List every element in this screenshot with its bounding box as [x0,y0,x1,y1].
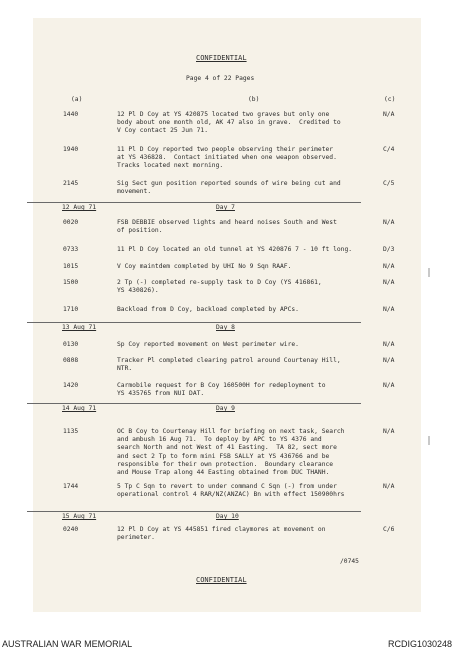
entry-text-line: 12 Pl D Coy at YS 420875 located two graves but only one [117,111,330,118]
entry-text-line: search North and not West of 41 Easting. TA 82, sect more [117,444,337,452]
entry-text-line: movement. [117,188,152,196]
entry-time: 1744 [63,483,79,490]
entry-reference: N/A [383,306,395,313]
entry-text-line: 11 Pl D Coy located an old tunnel at YS 420876 7 - 10 ft long. [117,246,353,253]
entry-text-line: Tracks located next morning. [117,162,224,170]
entry-reference: N/A [383,357,395,364]
day-heading: Day 8 [216,324,235,331]
entry-time: 2145 [63,180,79,187]
entry-text-line: and Mouse Trap along 44 Easting obtained from DUC THANH. [117,469,330,476]
date-heading: 12 Aug 71 [62,204,97,211]
date-heading: 14 Aug 71 [62,405,97,412]
day-heading: Day 9 [216,405,235,412]
entry-reference: N/A [383,341,395,348]
entry-text-line: OC B Coy to Courtenay Hill for briefing on next task, Search [117,428,345,435]
classification-top: CONFIDENTIAL [196,54,247,62]
entry-time: 0130 [63,341,79,348]
document-page [33,18,421,612]
entry-text-line: 5 Tp C Sqn to revert to under command C Sqn (-) from under [117,483,337,490]
entry-time: 1940 [63,146,79,153]
entry-text-line: 2 Tp (-) completed re-supply task to D Coy (YS 416861, [117,279,322,286]
entry-text-line: YS 430826). [117,287,159,295]
page-number: Page 4 of 22 Pages [186,75,255,82]
entry-reference: C/5 [383,180,395,187]
date-heading: 13 Aug 71 [62,324,97,331]
entry-time: 1440 [63,111,79,118]
section-divider [27,511,361,512]
entry-text-line: at YS 436828. Contact initiated when one weapon observed. [117,154,337,162]
entry-time: 1015 [63,263,79,270]
classification-bottom: CONFIDENTIAL [196,576,247,584]
entry-time: 1420 [63,382,79,389]
entry-text-line: operational control 4 RAR/NZ(ANZAC) Bn with effect 150900hrs [117,491,345,499]
entry-text-line: V Coy contact 25 Jun 71. [117,127,208,135]
entry-time: 1710 [63,306,79,313]
entry-reference: N/A [383,219,395,226]
entry-reference: N/A [383,382,395,389]
punch-hole [428,436,430,445]
punch-hole [428,268,430,277]
entry-reference: N/A [383,111,395,118]
entry-reference: C/4 [383,146,395,153]
entry-text-line: 12 Pl D Coy at YS 445851 fired claymores at movement on [117,526,326,533]
column-b-header: (b) [248,96,260,103]
entry-reference: N/A [383,279,395,286]
entry-reference: D/3 [383,246,395,253]
closing-time-mark: /0745 [340,558,359,565]
entry-text-line: of position. [117,227,163,235]
entry-text-line: FSB DEBBIE observed lights and heard noises South and West [117,219,337,226]
entry-text-line: YS 435765 from NUI DAT. [117,390,205,398]
entry-text-line: 11 Pl D Coy reported two people observing their perimeter [117,146,334,153]
entry-text-line: body about one month old, AK 47 also in grave. Credited to [117,119,341,127]
entry-reference: N/A [383,263,395,270]
entry-text-line: Carmobile request for B Coy 160500H for redeployment to [117,382,326,389]
section-divider [27,403,361,404]
entry-text-line: Backload from D Coy, backload completed by APCs. [117,306,299,313]
entry-reference: N/A [383,428,395,435]
entry-time: 1135 [63,428,79,435]
entry-text-line: and sect 2 Tp to form mini FSB SALLY at YS 436766 and be [117,452,330,460]
entry-text-line: V Coy maintdem completed by UHI No 9 Sqn RAAF. [117,263,292,270]
section-divider [27,322,361,323]
date-heading: 15 Aug 71 [62,513,97,520]
column-a-header: (a) [71,96,83,103]
column-c-header: (c) [384,96,396,103]
entry-text-line: responsible for their own protection. Boundary clearance [117,460,334,468]
entry-time: 0020 [63,219,79,226]
entry-time: 0733 [63,246,79,253]
section-divider [27,202,361,203]
entry-text-line: Tracker Pl completed clearing patrol around Courtenay Hill, [117,357,341,364]
entry-text-line: and ambush 16 Aug 71. To deploy by APC to YS 4376 and [117,436,322,444]
day-heading: Day 10 [216,513,239,520]
entry-time: 0808 [63,357,79,364]
footer-source: AUSTRALIAN WAR MEMORIAL [2,639,133,649]
entry-time: 0240 [63,526,79,533]
entry-text-line: NTR. [117,365,133,373]
entry-text-line: Sp Coy reported movement on West perimeter wire. [117,341,299,348]
footer-id: RCDIG1030248 [387,639,452,649]
entry-text-line: Sig Sect gun position reported sounds of wire being cut and [117,180,341,187]
entry-time: 1500 [63,279,79,286]
entry-text-line: perimeter. [117,534,155,542]
entry-reference: C/6 [383,526,395,533]
day-heading: Day 7 [216,204,235,211]
entry-reference: N/A [383,483,395,490]
